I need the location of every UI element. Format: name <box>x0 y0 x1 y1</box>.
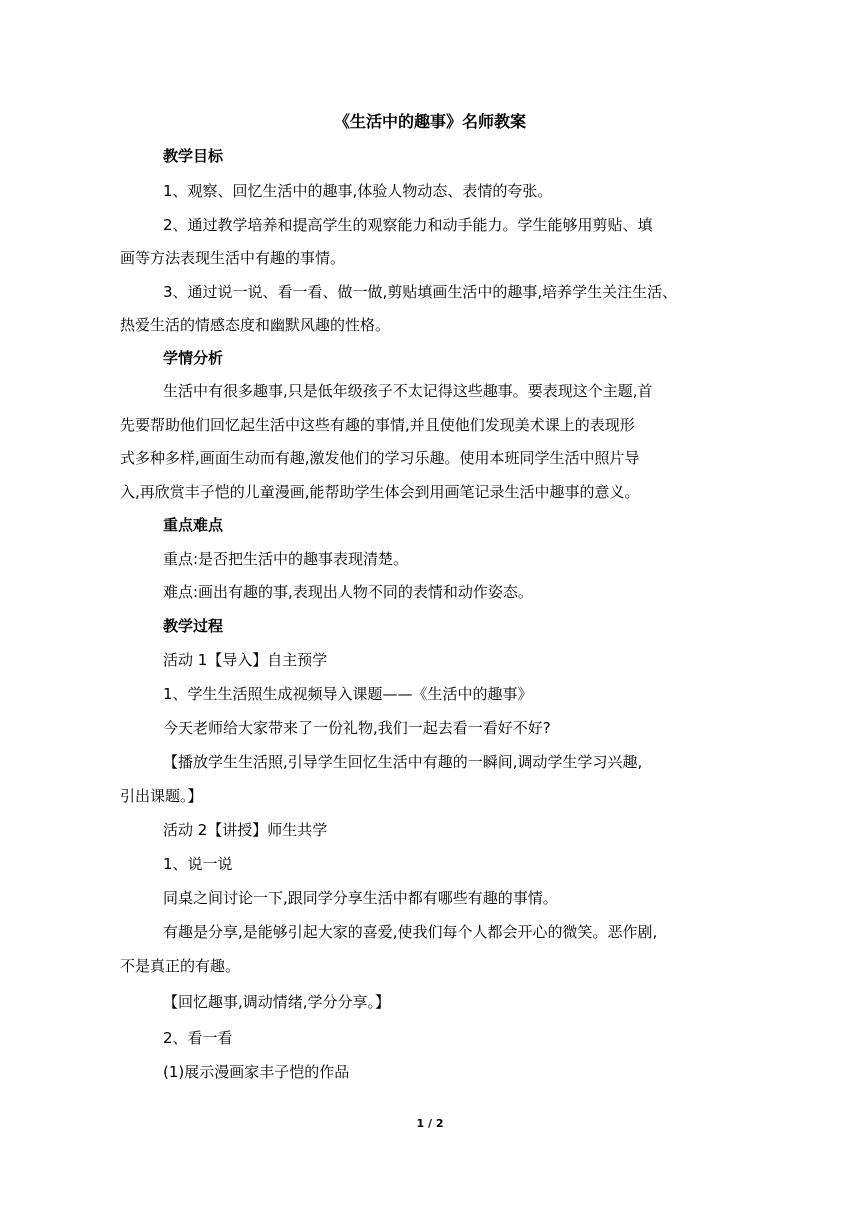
paragraph-line: 入,再欣赏丰子恺的儿童漫画,能帮助学生体会到用画笔记录生活中趣事的意义。 <box>120 483 640 501</box>
section-heading-process: 教学过程 <box>163 617 224 635</box>
paragraph-line: 【播放学生生活照,引导学生回忆生活中有趣的一瞬间,调动学生学习兴趣, <box>163 753 643 771</box>
page-title: 《生活中的趣事》名师教案 <box>333 112 526 131</box>
paragraph-line: 引出课题。】 <box>120 787 203 805</box>
section-heading-keypoints: 重点难点 <box>163 516 224 534</box>
paragraph-line: 不是真正的有趣。 <box>120 957 241 975</box>
section-heading-analysis: 学情分析 <box>163 349 224 367</box>
paragraph-line: 式多种多样,画面生动而有趣,激发他们的学习乐趣。使用本班同学生活中照片导 <box>120 449 640 467</box>
paragraph-line: 3、通过说一说、看一看、做一做,剪贴填画生活中的趣事,培养学生关注生活、 <box>163 283 678 301</box>
paragraph-line: 同桌之间讨论一下,跟同学分享生活中都有哪些有趣的事情。 <box>163 889 558 907</box>
paragraph-line: 1、说一说 <box>163 855 233 873</box>
paragraph-line: 今天老师给大家带来了一份礼物,我们一起去看一看好不好? <box>163 719 551 737</box>
paragraph-line: 重点:是否把生活中的趣事表现清楚。 <box>163 550 409 568</box>
paragraph-line: 2、通过教学培养和提高学生的观察能力和动手能力。学生能够用剪贴、填 <box>163 216 653 234</box>
paragraph-line: 生活中有很多趣事,只是低年级孩子不太记得这些趣事。要表现这个主题,首 <box>163 382 653 400</box>
paragraph-line: (1)展示漫画家丰子恺的作品 <box>163 1063 350 1081</box>
paragraph-line: 有趣是分享,是能够引起大家的喜爱,使我们每个人都会开心的微笑。恶作剧, <box>163 923 658 941</box>
paragraph-line: 1、观察、回忆生活中的趣事,体验人物动态、表情的夸张。 <box>163 182 553 200</box>
paragraph-line: 先要帮助他们回忆起生活中这些有趣的事情,并且使他们发现美术课上的表现形 <box>120 416 635 434</box>
paragraph-line: 2、看一看 <box>163 1029 233 1047</box>
paragraph-line: 难点:画出有趣的事,表现出人物不同的表情和动作姿态。 <box>163 583 533 601</box>
paragraph-line: 1、学生生活照生成视频导入课题——《生活中的趣事》 <box>163 685 533 703</box>
section-heading-goals: 教学目标 <box>163 147 224 165</box>
page-number: 1 / 2 <box>416 1117 444 1130</box>
activity-heading: 活动 2【讲授】师生共学 <box>163 821 328 839</box>
paragraph-line: 【回忆趣事,调动情绪,学分分享。】 <box>163 993 391 1011</box>
paragraph-line: 热爱生活的情感态度和幽默风趣的性格。 <box>120 316 391 334</box>
paragraph-line: 画等方法表现生活中有趣的事情。 <box>120 249 346 267</box>
activity-heading: 活动 1【导入】自主预学 <box>163 651 328 669</box>
